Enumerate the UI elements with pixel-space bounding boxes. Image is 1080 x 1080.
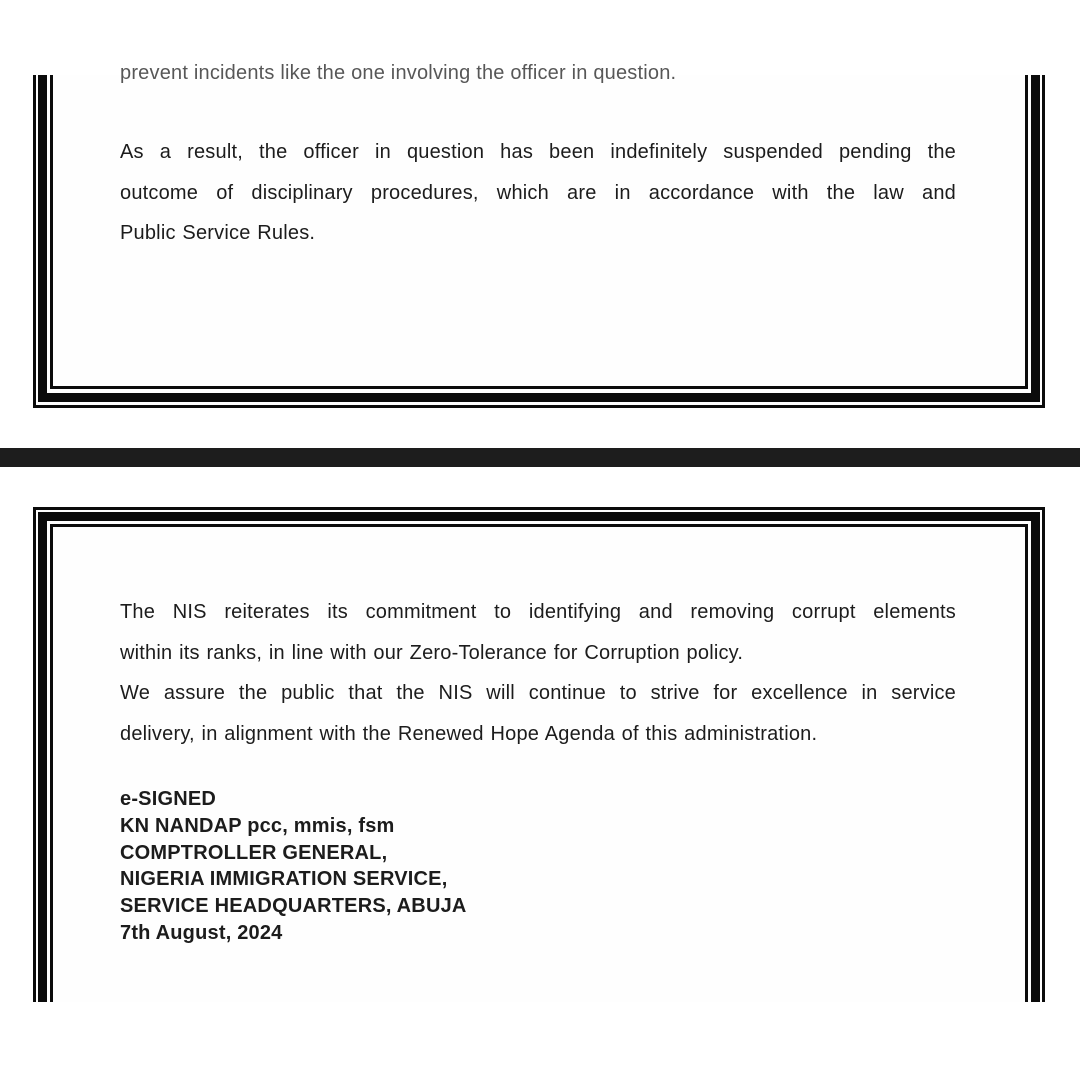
signature-block [120, 786, 956, 947]
page-separator-bar [0, 448, 1080, 467]
statement-date: 7th August, 2024 [120, 921, 283, 944]
document-page-2 [33, 507, 1045, 1002]
paragraph-line: Public Service Rules. [120, 222, 316, 244]
commitment-paragraph [120, 592, 956, 673]
assurance-paragraph [120, 673, 956, 754]
paragraph-line: within its ranks, in line with our Zero-Tolerance for Corruption policy. [120, 641, 744, 664]
cropped-text-line [120, 62, 956, 85]
signatory-title: COMPTROLLER GENERAL, [120, 841, 388, 864]
suspension-paragraph [120, 132, 956, 254]
signatory-organization: NIGERIA IMMIGRATION SERVICE, [120, 868, 448, 891]
paragraph-line: We assure the public that the NIS will continue to strive for excellence in service [120, 682, 956, 704]
signatory-name: KN NANDAP pcc, mmis, fsm [120, 814, 395, 837]
paragraph-line: delivery, in alignment with the Renewed Hope Agenda of this administration. [120, 722, 818, 745]
paragraph-line: outcome of disciplinary procedures, which are in accordance with the law and [120, 181, 956, 204]
body-text [120, 592, 956, 754]
paragraph-line: As a result, the officer in question has been indefinitely suspended pending the [120, 141, 956, 163]
signatory-address: SERVICE HEADQUARTERS, ABUJA [120, 895, 467, 918]
cropped-text-line-text: prevent incidents like the one involving the officer in question. [120, 62, 677, 84]
signature-esigned-label: e-SIGNED [120, 788, 217, 810]
paragraph-line: The NIS reiterates its commitment to identifying and removing corrupt elements [120, 601, 956, 623]
document-page-1 [33, 62, 1045, 408]
